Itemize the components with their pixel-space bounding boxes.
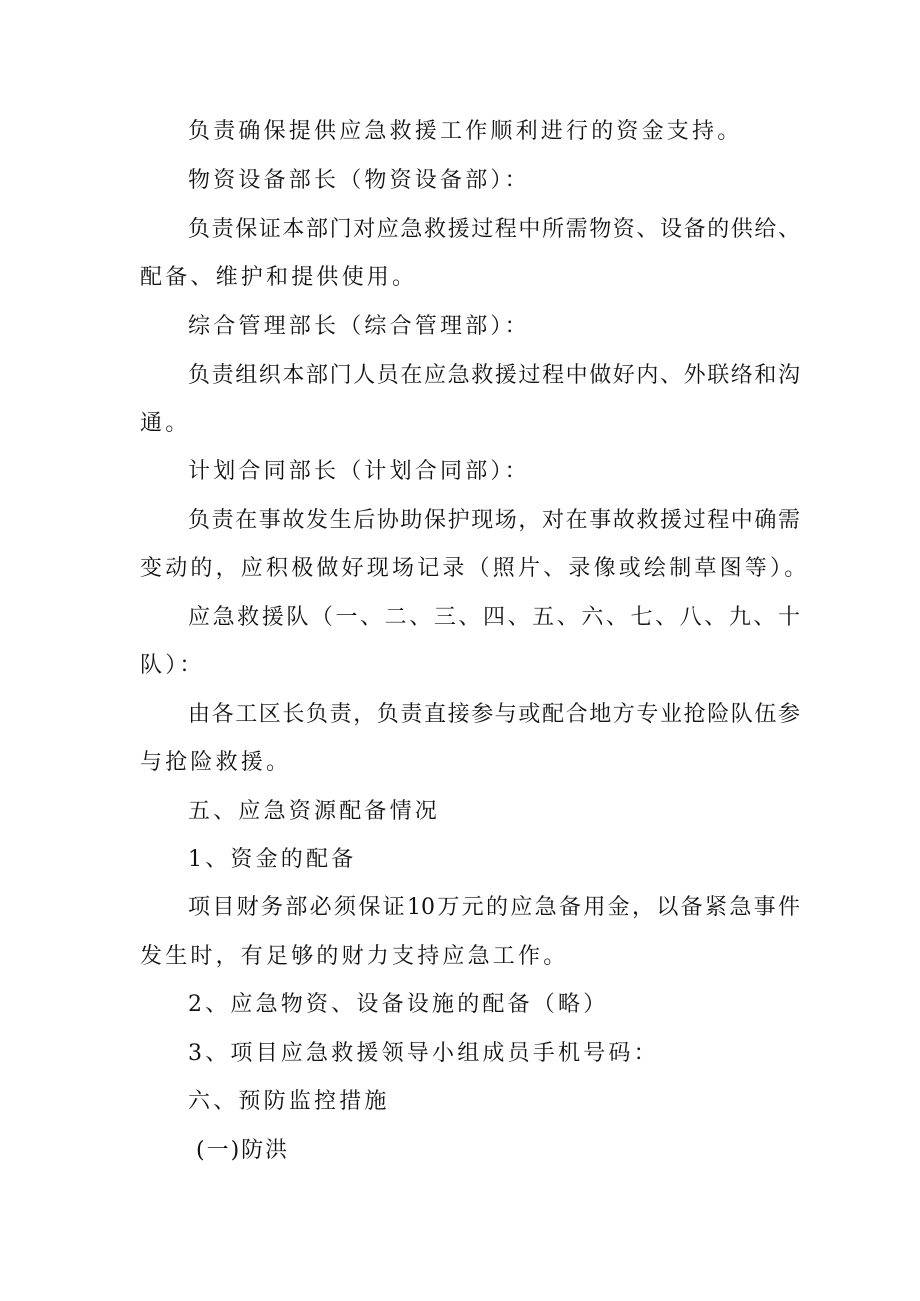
- heading-materials-equipment-head: 物资设备部长（物资设备部）：: [188, 168, 530, 193]
- heading-rescue-team-line2: 队）：: [140, 653, 205, 678]
- section-heading-five: 五、应急资源配备情况: [188, 799, 441, 824]
- paragraph-planning-duty-line2: 变动的，应积极做好现场记录（照片、录像或绘制草图等）。: [140, 556, 810, 581]
- section-heading-six: 六、预防监控措施: [188, 1089, 390, 1114]
- subheading-funds: 1、资金的配备: [188, 847, 357, 872]
- paragraph-materials-duty-line2: 配备、维护和提供使用。: [140, 265, 418, 290]
- subheading-phone-numbers: 3、项目应急救援领导小组成员手机号码：: [188, 1041, 659, 1066]
- paragraph-funds-line1: 项目财务部必须保证10万元的应急备用金，以备紧急事件: [188, 895, 800, 920]
- paragraph-management-duty-line2: 通。: [140, 411, 191, 436]
- paragraph-finance-duty: 负责确保提供应急救援工作顺利进行的资金支持。: [188, 119, 743, 144]
- subheading-materials-facilities: 2、应急物资、设备设施的配备（略）: [188, 992, 609, 1017]
- paragraph-funds-line2: 发生时，有足够的财力支持应急工作。: [140, 944, 569, 969]
- paragraph-management-duty-line1: 负责组织本部门人员在应急救援过程中做好内、外联络和沟: [188, 363, 800, 388]
- heading-planning-contract-head: 计划合同部长（计划合同部）：: [188, 459, 530, 484]
- paragraph-planning-duty-line1: 负责在事故发生后协助保护现场，对在事故救援过程中确需: [188, 508, 800, 533]
- paragraph-materials-duty-line1: 负责保证本部门对应急救援过程中所需物资、设备的供给、: [188, 217, 800, 242]
- paragraph-rescue-team-duty-line2: 与抢险救援。: [140, 750, 292, 775]
- heading-general-management-head: 综合管理部长（综合管理部）：: [188, 314, 530, 339]
- subheading-flood-control: (一)防洪: [196, 1138, 290, 1163]
- paragraph-rescue-team-duty-line1: 由各工区长负责，负责直接参与或配合地方专业抢险队伍参: [188, 702, 800, 727]
- heading-rescue-team-line1: 应急救援队（一、二、三、四、五、六、七、八、九、十: [188, 605, 800, 630]
